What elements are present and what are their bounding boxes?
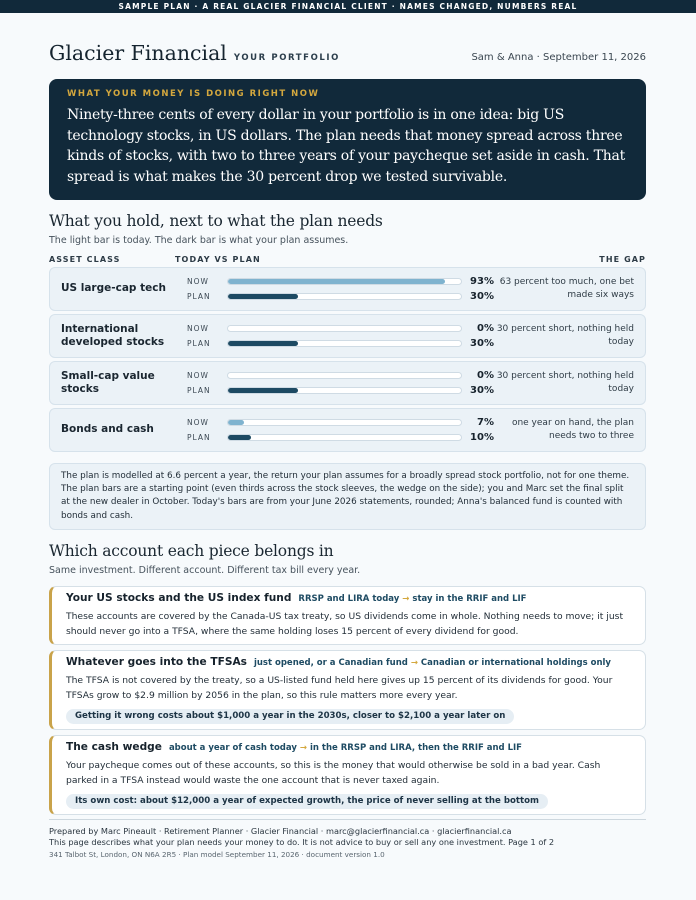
- plan-bar-track: [227, 387, 462, 394]
- plan-bar-line: [177, 430, 494, 445]
- asset-name: Bonds and cash: [61, 423, 154, 436]
- plan-label: PLAN: [187, 292, 211, 301]
- col-today-vs-plan: TODAY VS PLAN: [175, 255, 261, 264]
- card-head: [66, 592, 633, 604]
- client-date: Sam & Anna · September 11, 2026: [471, 52, 646, 63]
- now-bar-track: [227, 372, 462, 379]
- account-card-us-stocks: [49, 586, 646, 645]
- path-from: about a year of cash today: [168, 743, 297, 753]
- holding-row: [49, 361, 646, 405]
- asset-name: International developed stocks: [61, 322, 165, 348]
- now-bar-line: [177, 368, 494, 383]
- holding-row: [49, 408, 646, 452]
- accounts-subtitle: Same investment. Different account. Different tax bill every year.: [49, 565, 361, 576]
- holding-row: [49, 314, 646, 358]
- page-footer: [49, 819, 646, 861]
- now-bar-track: [227, 325, 462, 332]
- now-bar-fill: [228, 279, 445, 284]
- now-bar-line: [177, 321, 494, 336]
- card-title: Your US stocks and the US index fund: [66, 592, 292, 604]
- gap-text: 30 percent short, nothing held today: [496, 324, 634, 347]
- now-label: NOW: [187, 277, 209, 286]
- col-asset-class: ASSET CLASS: [49, 255, 121, 264]
- card-path: [298, 594, 526, 604]
- card-title: The cash wedge: [66, 741, 162, 753]
- plan-bar-line: [177, 383, 494, 398]
- plan-bar-line: [177, 289, 494, 304]
- plan-label: PLAN: [187, 386, 211, 395]
- now-bar-line: [177, 274, 494, 289]
- allocation-bars: [177, 368, 494, 398]
- card-path: [169, 743, 522, 753]
- sample-banner: SAMPLE PLAN · A REAL GLACIER FINANCIAL CLIENT · NAMES CHANGED, NUMBERS REAL: [0, 0, 696, 13]
- plan-value: 30%: [470, 338, 494, 349]
- page: [0, 41, 696, 861]
- account-card-cash-wedge: [49, 735, 646, 815]
- path-from: just opened, or a Canadian fund: [253, 658, 408, 668]
- plan-bar-track: [227, 434, 462, 441]
- plan-bar-fill: [228, 294, 298, 299]
- now-bar-fill: [228, 420, 244, 425]
- asset-name: Small-cap value stocks: [61, 369, 155, 395]
- allocation-bars: [177, 415, 494, 445]
- plan-label: PLAN: [187, 339, 211, 348]
- asset-name: US large-cap tech: [61, 282, 166, 295]
- footer-address: 341 Talbot St, London, ON N6A 2R5 · Plan model September 11, 2026 · document version 1.0: [49, 850, 385, 859]
- now-label: NOW: [187, 371, 209, 380]
- plan-bar-track: [227, 340, 462, 347]
- plan-bar-line: [177, 336, 494, 351]
- plan-bar-track: [227, 293, 462, 300]
- page-header: [49, 41, 646, 67]
- plan-label: PLAN: [187, 433, 211, 442]
- now-bar-track: [227, 278, 462, 285]
- plan-value: 30%: [470, 291, 494, 302]
- arrow-right-icon: →: [299, 743, 307, 753]
- plan-assumptions-note: The plan is modelled at 6.6 percent a year, the return your plan assumes for a broadly spread stock portfolio, not for one theme. The plan bars are a starting point (even thirds across the stock sleeves, the wedge on the side); you and Marc set the final split at the new dealer in October. Today's bars are from your June 2026 statements, rounded; Anna's balanced fund is counted with bonds and cash.: [49, 463, 646, 530]
- now-label: NOW: [187, 418, 209, 427]
- holding-row: [49, 267, 646, 311]
- arrow-right-icon: →: [402, 594, 410, 604]
- plan-value: 30%: [470, 385, 494, 396]
- cost-pill: Getting it wrong costs about $1,000 a year in the 2030s, closer to $2,100 a year later on: [66, 709, 514, 724]
- card-head: [66, 656, 633, 668]
- card-title: Whatever goes into the TFSAs: [66, 656, 247, 668]
- holdings-title: What you hold, next to what the plan needs: [49, 212, 383, 230]
- holdings-subtitle: The light bar is today. The dark bar is what your plan assumes.: [49, 235, 349, 246]
- brand-name: Glacier Financial: [49, 41, 227, 65]
- plan-bar-fill: [228, 388, 298, 393]
- card-path: [254, 658, 611, 668]
- card-head: [66, 741, 633, 753]
- brand: [49, 41, 340, 65]
- card-body: Your paycheque comes out of these accounts, so this is the money that would otherwise be sold in a bad year. Cash parked in a TFSA instead would waste the one account that is never taxed again.: [66, 760, 601, 786]
- cost-pill: Its own cost: about $12,000 a year of expected growth, the price of never selling at the bottom: [66, 794, 548, 809]
- gap-text: one year on hand, the plan needs two to three: [511, 418, 634, 441]
- accounts-title: Which account each piece belongs in: [49, 542, 334, 560]
- allocation-bars: [177, 274, 494, 304]
- summary-callout: [49, 79, 646, 200]
- plan-value: 10%: [470, 432, 494, 443]
- account-card-tfsa: [49, 650, 646, 730]
- now-value: 0%: [477, 370, 494, 381]
- summary-body: Ninety-three cents of every dollar in your portfolio is in one idea: big US technology stocks, in US dollars. The plan needs that money spread across three kinds of stocks, with two to three years of your paycheque set aside in cash. That spread is what makes the 30 percent drop we tested survivable.: [67, 107, 625, 185]
- holdings-rows: [49, 267, 646, 452]
- path-to: Canadian or international holdings only: [420, 658, 611, 668]
- gap-text: 63 percent too much, one bet made six ways: [499, 277, 634, 300]
- holdings-column-header: [49, 255, 646, 267]
- footer-disclaimer: This page describes what your plan needs your money to do. It is not advice to buy or sell any one investment. Page 1 of 2: [49, 837, 555, 847]
- plan-bar-fill: [228, 341, 298, 346]
- brand-tag: YOUR PORTFOLIO: [233, 53, 341, 63]
- now-value: 0%: [477, 323, 494, 334]
- col-gap: THE GAP: [599, 255, 646, 264]
- now-label: NOW: [187, 324, 209, 333]
- card-body: The TFSA is not covered by the treaty, so a US-listed fund held here gives up 15 percent of its dividends for good. Your TFSAs grow to $2.9 million by 2056 in the plan, so this rule matters more every year.: [66, 675, 613, 701]
- plan-bar-fill: [228, 435, 251, 440]
- arrow-right-icon: →: [410, 658, 418, 668]
- gap-text: 30 percent short, nothing held today: [496, 371, 634, 394]
- footer-preparer: Prepared by Marc Pineault · Retirement Planner · Glacier Financial · marc@glacierfinancial.ca · glacierfinancial.ca: [49, 826, 512, 836]
- allocation-bars: [177, 321, 494, 351]
- now-bar-track: [227, 419, 462, 426]
- path-to: in the RRSP and LIRA, then the RRIF and LIF: [309, 743, 522, 753]
- path-from: RRSP and LIRA today: [298, 594, 400, 604]
- now-value: 93%: [470, 276, 494, 287]
- card-body: These accounts are covered by the Canada-US tax treaty, so US dividends come in whole. Nothing needs to move; it just should never go into a TFSA, where the same holding loses 15 percent of every dividend for good.: [66, 611, 624, 637]
- now-bar-line: [177, 415, 494, 430]
- now-value: 7%: [477, 417, 494, 428]
- summary-kicker: WHAT YOUR MONEY IS DOING RIGHT NOW: [67, 89, 320, 99]
- path-to: stay in the RRIF and LIF: [412, 594, 527, 604]
